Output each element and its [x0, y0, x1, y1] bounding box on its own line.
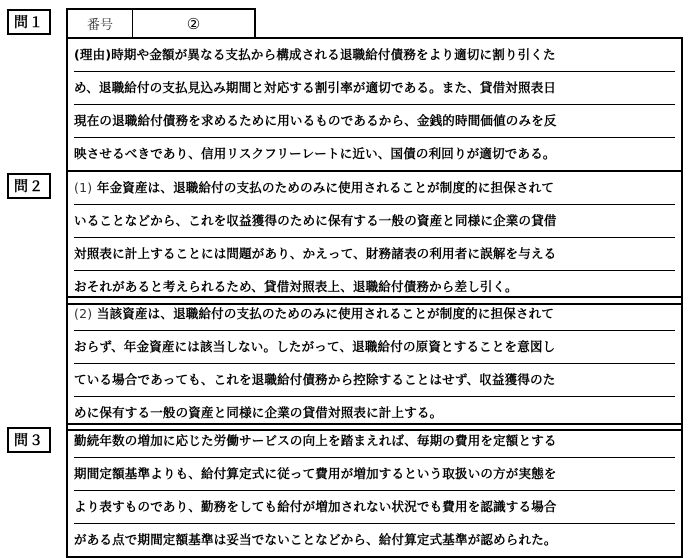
question-1-label: 問１: [7, 9, 51, 35]
question-1-answer-box: [66, 37, 683, 172]
answer-line: ている場合であっても、これを退職給付債務から控除することはせず、収益獲得のた: [74, 364, 675, 397]
question-3-answer-box: [66, 423, 683, 558]
part-prefix: (1): [74, 180, 93, 195]
question-3-label: 問３: [7, 427, 51, 453]
answer-line: 期間定額基準よりも、給付算定式に従って費用が増加するという取扱いの方が実態を: [74, 458, 675, 491]
answer-line: 映させるべきであり、信用リスクフリーレートに近い、国債の利回りが適切である。: [74, 146, 556, 161]
answer-line: 勤続年数の増加に応じた労働サービスの向上を踏まえれば、毎期の費用を定額とする: [74, 425, 675, 458]
answer-line: め、退職給付の支払見込み期間と対応する割引率が適切である。また、貸借対照表日: [74, 72, 675, 105]
answer-line: いることなどから、これを収益獲得のために保有する一般の資産と同様に企業の貸借: [74, 205, 675, 238]
answer-line: (1) 年金資産は、退職給付の支払のためのみに使用されることが制度的に担保されて: [74, 172, 675, 205]
number-header: 番号: [68, 10, 133, 37]
answer-line: がある点で期間定額基準は妥当でないことなどから、給付算定式基準が認められた。: [74, 532, 557, 547]
question-2-part-2-box: [66, 296, 683, 431]
part-prefix: (2): [74, 306, 93, 321]
answer-line: めに保有する一般の資産と同様に企業の貸借対照表に計上する。: [74, 405, 443, 420]
answer-line: おらず、年金資産には該当しない。したがって、退職給付の原資とすることを意図し: [74, 331, 675, 364]
answer-line: おそれがあると考えられるため、貸借対照表上、退職給付債務から差し引く。: [74, 279, 518, 294]
answer-line: (理由)時期や金額が異なる支払から構成される退職給付債務をより適切に割り引くた: [74, 39, 675, 72]
answer-line: (2) 当該資産は、退職給付の支払のためのみに使用されることが制度的に担保されて: [74, 298, 675, 331]
answer-line: 現在の退職給付債務を求めるために用いるものであるから、金銭的時間価値のみを反: [74, 105, 675, 138]
answer-line: 対照表に計上することには問題があり、かえって、財務諸表の利用者に誤解を与える: [74, 238, 675, 271]
question-2-label: 問２: [7, 173, 51, 199]
question-2-part-1-box: [66, 170, 683, 305]
answer-line: より表すものであり、勤務をしても給付が増加されない状況でも費用を認識する場合: [74, 491, 675, 524]
number-value: ②: [186, 14, 201, 33]
answer-number-table: [66, 8, 256, 37]
